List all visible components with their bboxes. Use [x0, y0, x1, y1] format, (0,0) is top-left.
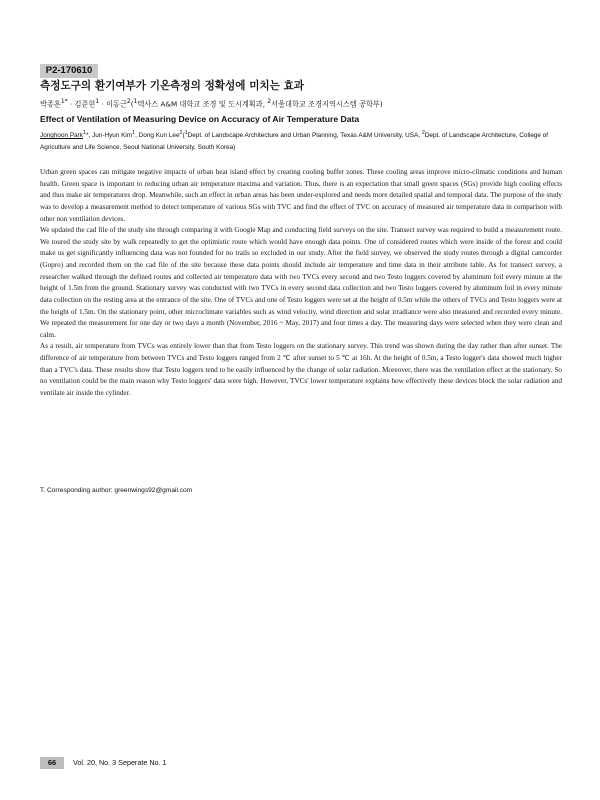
en-author-3-sup: 2 [179, 130, 183, 136]
en-author-1-mark: * [85, 132, 89, 140]
kr-author-1: 박종훈 [40, 99, 61, 109]
kr-author-2: 김준현 [74, 99, 96, 109]
en-author-3: , Dong Kun Lee [135, 132, 180, 140]
abstract-paragraph: As a result, air temperature from TVCs was entirely lower than that from Testo loggers on the stationary survey. This trend was shown during the day rather than after sunset. The difference of air temperature from between TVCs and Testo loggers ranged from 2 ℃ after sunset to 5 ℃ at 16h. At the height of 0.5m, a Testo logger's data showed much higher than a TVC's data. These results show that Testo loggers tend to be easily influenced by the change of solar radiation. Moreover, there was the ventilation effect at the stationary. So no ventilation could be the main reason why Testo loggers' data were high. However, TVCs' lower temperature explains how effectively these devices block the solar radiation and ventilate air inside the cylinder. [40, 342, 562, 397]
en-author-2: , Jun-Hyun Kim [88, 132, 133, 140]
en-affiliation-2-sup: 2 [421, 130, 425, 136]
kr-author-1-sup: 1* [60, 98, 68, 105]
page-number-badge: 66 [40, 757, 64, 769]
abstract-body [40, 167, 562, 400]
en-author-2-sup: 1 [132, 130, 136, 136]
kr-author-separator: · [99, 99, 107, 109]
kr-affiliation-2: 서울대학교 조경지역시스템 공학부 [271, 99, 380, 109]
kr-affiliation-1-sup: 1 [133, 98, 138, 105]
en-affiliation-1: Dept. of Landscape Architecture and Urban Planning, Texas A&M University, USA, [187, 132, 422, 140]
presentation-code-badge: P2-170610 [40, 64, 98, 78]
corresponding-author: T. Corresponding author: greenwings92@gmail.com [40, 487, 193, 494]
kr-affiliation-2-sup: 2 [267, 98, 272, 105]
en-affiliation-open: ( [182, 132, 185, 140]
journal-volume-info: Vol. 20, No. 3 Seperate No. 1 [73, 758, 167, 767]
kr-affiliation-1: 텍사스 A&M 대학교 조경 및 도시계획과, [137, 99, 268, 109]
en-author-1: Jonghoon Park [40, 132, 83, 140]
en-affiliation-2: Dept. of Landscape Architecture, College of Agriculture and Life Science, Seoul National University, South Korea) [40, 132, 549, 151]
en-affiliation-1-sup: 1 [184, 130, 188, 136]
english-title: Effect of Ventilation of Measuring Device on Accuracy of Air Temperature Data [40, 114, 360, 124]
kr-author-3: 이동근 [106, 99, 127, 109]
kr-author-3-sup: 2 [126, 98, 131, 105]
en-author-1-sup: 1 [83, 130, 86, 136]
english-authors [40, 128, 562, 153]
abstract-paragraph: Urban green spaces can mitigate negative impacts of urban heat island effect by creating cooling buffer zones. These cooling areas improve micro-climatic conditions and human health. Green space is important to reducing urban air temperature maxima and variation. Thus, there is an expectation that small green spaces (SGs) provide high cooling effects and thus make air temperatures drop. Meanwhile, such an effect in urban areas has been under-explored and needs more detailed spatial and temporal data. The purpose of the study was to develop a measurement method to detect temperature of various SGs with TVC and find the effect of TVC on accuracy of measured air temperature data in comparison with other non ventilation devices. [40, 168, 562, 223]
kr-author-separator: · [67, 99, 75, 109]
kr-author-2-sup: 1 [95, 98, 100, 105]
korean-authors [40, 96, 580, 110]
korean-title: 측정도구의 환기여부가 기온측정의 정확성에 미치는 효과 [40, 80, 305, 92]
kr-affiliation-open: ( [130, 99, 134, 109]
abstract-paragraph: We updated the cad file of the study site through comparing it with Google Map and conducting field surveys on the site. Transect survey was required to build a measurement route. We toured the study site by walk repeatedly to get the optimistic route which would have enough data points. One of considered routes which were inside of the forest and could make us get significantly influencing data was not founded for no trails so excluded in our study. After the field survey, we observed the study routes through a digital camcorder (Gopro) and recorded them on the cad file of the site because these data points should include air temperature and time data in their attribute table. As for transect survey, a researcher walked through the defined routes and collected air temperature data with two TVCs every second and two Testo loggers covered by aluminum foil every minute at the height of 1.5m from the ground. Stationary survey was conducted with two TVCs in every second data collection and two Testo loggers covered by aluminum foil in every minute data collection on the resting area at the entrance of the site. One of TVCs and one of Testo loggers were set at the height of 0.5m while the others of TVCs and Testo loggers were at the height of 1.5m. On the stationary point, other microclimate variables such as wind velocity, wind direction and solar irradiance were also measured and recorded every minute. We repeated the measurement for one day or two days a month (November, 2016 ~ May, 2017) and four times a day. The measuring days were selected when they were clean and calm. [40, 226, 562, 339]
kr-affiliation-close: ) [379, 99, 383, 109]
